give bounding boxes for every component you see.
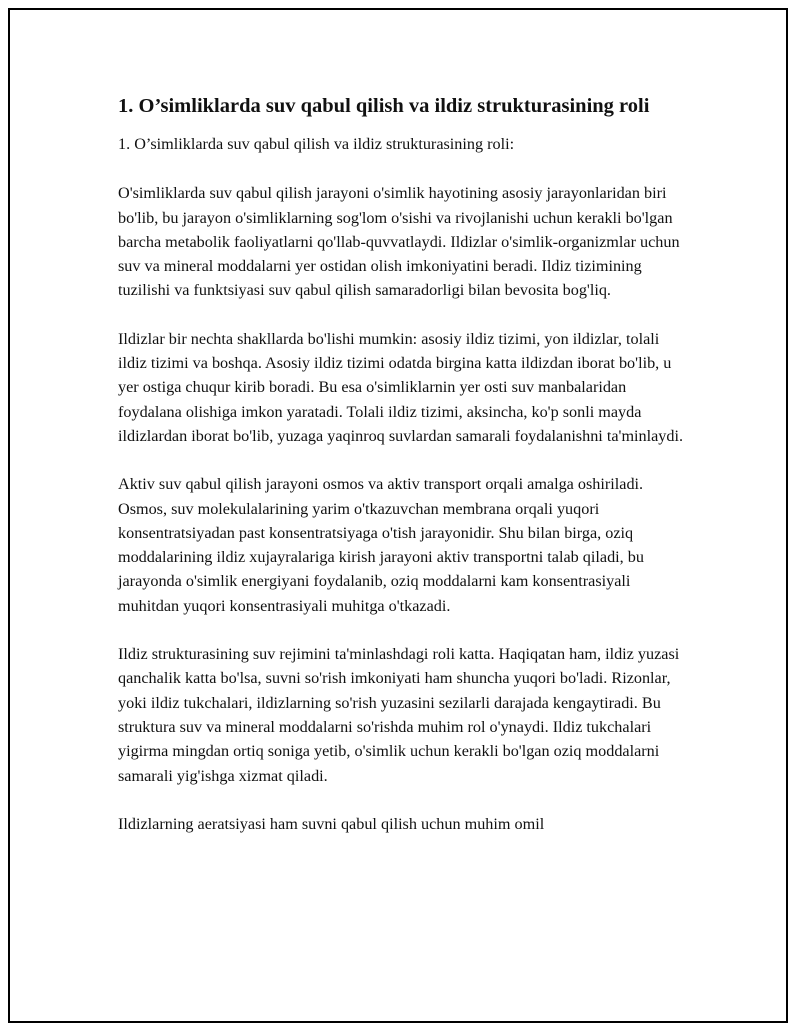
paragraph-water-uptake: O'simliklarda suv qabul qilish jarayoni o'simlik hayotining asosiy jarayonlaridan biri bo'lib, bu jarayon o'simliklarning sog'lom o'sishi va rivojlanishi uchun kerakli bo'lgan barcha metabolik faoliyatlarni qo'llab-quvvatlaydi. Ildizlar o'simlik-organizmlar uchun suv va mineral moddalarni yer ostidan olish imkoniyatini beradi. Ildiz tizimining tuzilishi va funktsiyasi suv qabul qilish samaradorligi bilan bevosita bog'liq. (118, 184, 680, 300)
paragraph-root-types: Ildizlar bir nechta shakllarda bo'lishi mumkin: asosiy ildiz tizimi, yon ildizlar, tolali ildiz tizimi va boshqa. Asosiy ildiz tizimi odatda birgina katta ildizdan iborat bo'lib, u yer ostiga chuqur kirib boradi. Bu esa o'simliklarnin yer osti suv manbalaridan foydalana olishiga imkon yaratadi. Tolali ildiz tizimi, aksincha, ko'p sonli mayda ildizlardan iborat bo'lib, yuzaga yaqinroq suvlardan samarali foydalanishni ta'minlaydi. (118, 329, 684, 445)
section-subheading: 1. O’simliklarda suv qabul qilish va ildiz strukturasining roli: (118, 135, 515, 153)
paragraph-aeration: Ildizlarning aeratsiyasi ham suvni qabul qilish uchun muhim omil (118, 814, 545, 833)
document-body (118, 92, 688, 860)
paragraph-osmosis: Aktiv suv qabul qilish jarayoni osmos va aktiv transport orqali amalga oshiriladi. Osmos, suv molekulalarining yarim o'tkazuvchan membrana orqali yuqori konsentratsiyadan past konsentratsiyaga o'tish jarayonidir. Shu bilan birga, oziq moddalarining ildiz xujayralariga kirish jarayoni aktiv transportni talab qiladi, bu jarayonda o'simlik energiyani foydalanib, oziq moddalarni kam konsentrasiyali muhitdan yuqori konsentrasiyali muhitga o'tkazadi. (118, 475, 644, 615)
paragraph-root-structure: Ildiz strukturasining suv rejimini ta'minlashdagi roli katta. Haqiqatan ham, ildiz yuzasi qanchalik katta bo'lsa, suvni so'rish imkoniyati ham shuncha yuqori bo'ladi. Rizonlar, yoki ildiz tukchalari, ildizlarning so'rish yuzasini sezilarli darajada kengaytiradi. Bu struktura suv va mineral moddalarni so'rishda muhim rol o'ynaydi. Ildiz tukchalari yigirma mingdan ortiq soniga yetib, o'simlik uchun kerakli bo'lgan oziq moddalarni samarali yig'ishga xizmat qiladi. (118, 645, 680, 785)
document-heading: 1. O’simliklarda suv qabul qilish va ildiz strukturasining roli (118, 95, 650, 117)
